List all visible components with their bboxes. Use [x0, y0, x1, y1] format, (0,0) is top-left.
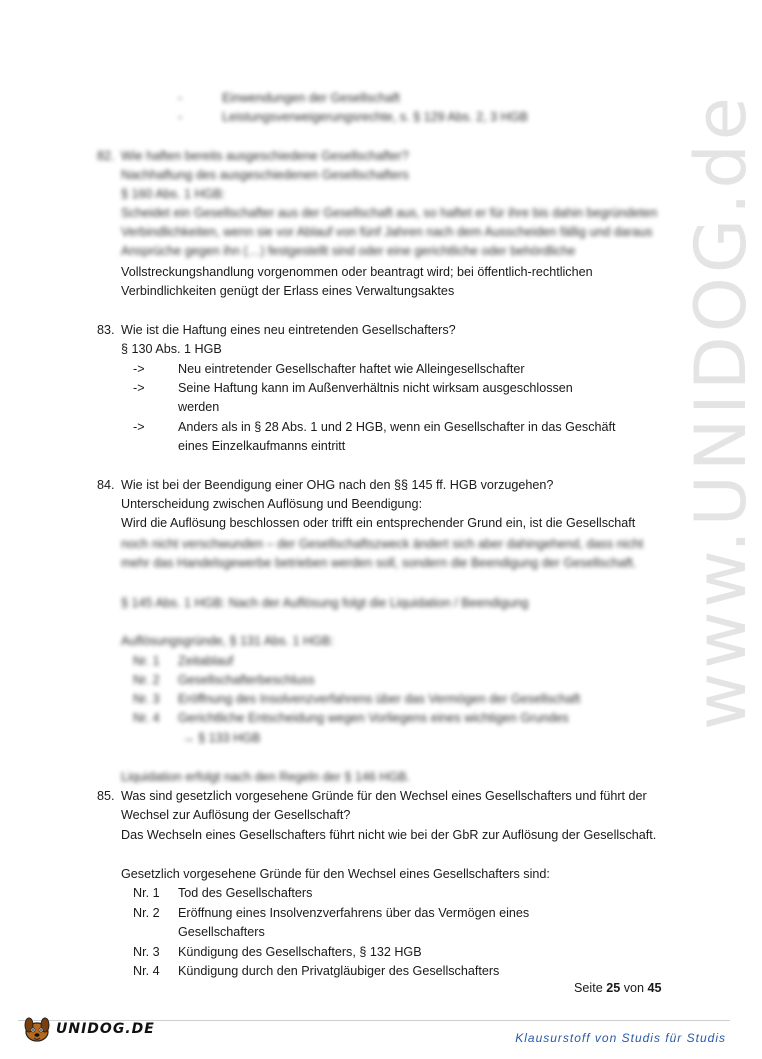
footer-slogan: Klausurstoff von Studis für Studis [515, 1031, 726, 1045]
q82-line4: Verbindlichkeiten, wenn sie vor Ablauf von fünf Jahren nach dem Ausscheiden fällig und daraus [121, 225, 653, 239]
q84-line2: Wird die Auflösung beschlossen oder trifft ein entsprechender Grund ein, ist die Gesellschaft [121, 516, 636, 530]
q83-law: § 130 Abs. 1 HGB [121, 342, 222, 356]
q83-item3a: Anders als in § 28 Abs. 1 und 2 HGB, wenn ein Gesellschafter in das Geschäft [178, 420, 616, 434]
q85-nr2: Nr. 2 [133, 906, 160, 920]
q84-line5: § 145 Abs. 1 HGB: Nach der Auflösung folgt die Liquidation / Beendigung [121, 596, 529, 610]
q83-number: 83. [97, 323, 115, 337]
q84-line1: Unterscheidung zwischen Auflösung und Beendigung: [121, 497, 423, 511]
pager-prefix: Seite [574, 981, 603, 995]
q84-line4: mehr das Handelsgewerbe betrieben werden soll, sondern die Beendigung der Gesellschaft. [121, 556, 637, 570]
unidog-logo [22, 1014, 155, 1044]
q84-nr2-text: Gesellschafterbeschluss [178, 673, 315, 687]
arrow-marker: -> [133, 381, 145, 395]
pager-total: 45 [647, 981, 662, 995]
q84-nr4: Nr. 4 [133, 711, 160, 725]
q84-line3: noch nicht verschwunden – der Gesellschaftszweck ändert sich aber dahingehend, dass nicht [121, 537, 644, 551]
q82-line3: Scheidet ein Gesellschafter aus der Gesellschaft aus, so haftet er für ihre bis dahin begründeten [121, 206, 658, 220]
q84-nr4-ref: → § 133 HGB [182, 731, 261, 745]
arrow-marker: -> [133, 362, 145, 376]
bullet-dash: - [178, 110, 183, 124]
q84-number: 84. [97, 478, 115, 492]
q85-question-a: Was sind gesetzlich vorgesehene Gründe für den Wechsel eines Gesellschafters und führt der [121, 789, 647, 803]
q84-nr1: Nr. 1 [133, 654, 160, 668]
q84-line6: Auflösungsgründe, § 131 Abs. 1 HGB: [121, 634, 334, 648]
q83-item2b: werden [178, 400, 220, 414]
q82-line7: Verbindlichkeiten genügt der Erlass eines Verwaltungsaktes [121, 284, 455, 298]
blurred-bullet-2: Leistungsverweigerungsrechte, s. § 129 Abs. 2, 3 HGB [222, 110, 528, 124]
q85-nr2-text-a: Eröffnung eines Insolvenzverfahrens über das Vermögen eines [178, 906, 530, 920]
blurred-bullet-1: Einwendungen der Gesellschaft [222, 91, 400, 105]
q82-line1: Nachhaftung des ausgeschiedenen Gesellschafters [121, 168, 409, 182]
q82-line2: § 160 Abs. 1 HGB: [121, 187, 226, 201]
q85-line1: Das Wechseln eines Gesellschafters führt nicht wie bei der GbR zur Auflösung der Gesellschaft. [121, 828, 657, 842]
q85-line2: Gesetzlich vorgesehene Gründe für den Wechsel eines Gesellschafters sind: [121, 867, 550, 881]
q82-question: Wie haften bereits ausgeschiedene Gesellschafter? [121, 149, 409, 163]
q85-nr4-text: Kündigung durch den Privatgläubiger des Gesellschafters [178, 964, 500, 978]
q84-nr3: Nr. 3 [133, 692, 160, 706]
q85-nr4: Nr. 4 [133, 964, 160, 978]
q83-item1: Neu eintretender Gesellschafter haftet wie Alleingesellschafter [178, 362, 525, 376]
logo-text: UNIDOG.DE [56, 1021, 155, 1037]
q84-nr2: Nr. 2 [133, 673, 160, 687]
q85-question-b: Wechsel zur Auflösung der Gesellschaft? [121, 808, 351, 822]
pager-current: 25 [606, 981, 621, 995]
watermark: www.UNIDOG.de [680, 93, 762, 730]
q84-line7: Liquidation erfolgt nach den Regeln der § 146 HGB. [121, 770, 411, 784]
arrow-marker: -> [133, 420, 145, 434]
q84-nr4-text: Gerichtliche Entscheidung wegen Vorliegens eines wichtigen Grundes [178, 711, 569, 725]
q84-nr3-text: Eröffnung des Insolvenzverfahrens über das Vermögen der Gesellschaft [178, 692, 581, 706]
q85-nr3: Nr. 3 [133, 945, 160, 959]
q82-line5: Ansprüche gegen ihn (…) festgestellt sind oder eine gerichtliche oder behördliche [121, 244, 576, 258]
page-indicator [574, 981, 662, 995]
q83-question: Wie ist die Haftung eines neu eintretenden Gesellschafters? [121, 323, 456, 337]
q85-nr1: Nr. 1 [133, 886, 160, 900]
q85-nr1-text: Tod des Gesellschafters [178, 886, 313, 900]
pager-middle: von [623, 981, 645, 995]
q84-question: Wie ist bei der Beendigung einer OHG nach den §§ 145 ff. HGB vorzugehen? [121, 478, 554, 492]
q85-number: 85. [97, 789, 115, 803]
q85-nr3-text: Kündigung des Gesellschafters, § 132 HGB [178, 945, 422, 959]
bullet-dash: - [178, 91, 183, 105]
q84-nr1-text: Zeitablauf [178, 654, 234, 668]
dog-icon [22, 1015, 52, 1043]
q85-nr2-text-b: Gesellschafters [178, 925, 265, 939]
q83-item3b: eines Einzelkaufmanns eintritt [178, 439, 346, 453]
q82-line6: Vollstreckungshandlung vorgenommen oder beantragt wird; bei öffentlich-rechtlichen [121, 265, 593, 279]
q82-number: 82. [97, 149, 115, 163]
q83-item2a: Seine Haftung kann im Außenverhältnis nicht wirksam ausgeschlossen [178, 381, 573, 395]
